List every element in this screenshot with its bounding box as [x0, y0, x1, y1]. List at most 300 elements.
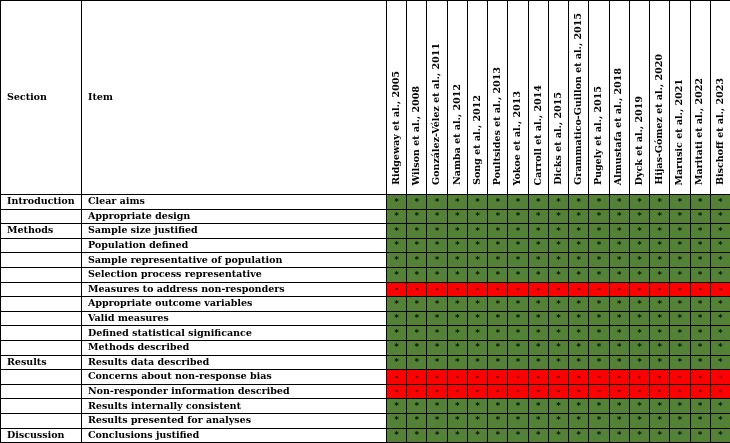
criterion-met-cell: *: [710, 224, 730, 239]
study-name: Pugely et al., 2015: [594, 86, 604, 185]
criterion-met-cell: *: [508, 340, 528, 355]
criterion-met-cell: *: [670, 311, 690, 326]
criterion-not-met-cell: -: [427, 282, 447, 297]
criterion-met-cell: *: [467, 253, 487, 268]
criterion-not-met-cell: -: [690, 282, 710, 297]
criterion-met-cell: *: [670, 428, 690, 443]
criterion-met-cell: *: [387, 297, 407, 312]
criterion-not-met-cell: -: [467, 384, 487, 399]
criterion-met-cell: *: [427, 253, 447, 268]
section-label: Results: [1, 355, 82, 370]
criterion-met-cell: *: [407, 326, 427, 341]
criterion-met-cell: *: [710, 413, 730, 428]
criterion-met-cell: *: [447, 428, 467, 443]
criterion-met-cell: *: [427, 326, 447, 341]
criterion-met-cell: *: [589, 195, 609, 210]
table-row: [1, 413, 730, 428]
study-column-header: [569, 1, 589, 195]
criterion-not-met-cell: -: [670, 370, 690, 385]
criterion-met-cell: *: [508, 267, 528, 282]
criterion-met-cell: *: [488, 311, 508, 326]
criterion-not-met-cell: -: [488, 384, 508, 399]
criterion-met-cell: *: [488, 195, 508, 210]
criterion-not-met-cell: -: [710, 384, 730, 399]
criterion-met-cell: *: [609, 253, 629, 268]
criterion-met-cell: *: [447, 195, 467, 210]
criterion-met-cell: *: [609, 297, 629, 312]
criterion-met-cell: *: [528, 340, 548, 355]
criterion-not-met-cell: -: [569, 282, 589, 297]
criterion-met-cell: *: [488, 355, 508, 370]
criterion-not-met-cell: -: [710, 370, 730, 385]
criterion-met-cell: *: [609, 267, 629, 282]
criterion-met-cell: *: [690, 340, 710, 355]
criterion-met-cell: *: [387, 195, 407, 210]
table-row: [1, 253, 730, 268]
criterion-met-cell: *: [690, 311, 710, 326]
study-name: Namba et al., 2012: [453, 84, 463, 185]
criterion-met-cell: *: [427, 399, 447, 414]
criterion-met-cell: *: [528, 209, 548, 224]
item-label: Results data described: [82, 355, 387, 370]
criterion-not-met-cell: -: [447, 384, 467, 399]
criterion-met-cell: *: [589, 297, 609, 312]
criterion-not-met-cell: -: [670, 282, 690, 297]
criterion-met-cell: *: [670, 399, 690, 414]
criterion-met-cell: *: [508, 399, 528, 414]
criterion-met-cell: *: [569, 326, 589, 341]
criterion-met-cell: *: [447, 399, 467, 414]
criterion-met-cell: *: [609, 238, 629, 253]
criterion-not-met-cell: -: [508, 384, 528, 399]
table-row: [1, 311, 730, 326]
criterion-met-cell: *: [650, 297, 670, 312]
criterion-met-cell: *: [528, 297, 548, 312]
criterion-not-met-cell: -: [387, 384, 407, 399]
criterion-met-cell: *: [609, 355, 629, 370]
criterion-met-cell: *: [447, 224, 467, 239]
criterion-not-met-cell: -: [407, 384, 427, 399]
item-column-header: Item: [82, 1, 387, 195]
criterion-met-cell: *: [447, 311, 467, 326]
table-row: [1, 209, 730, 224]
criterion-met-cell: *: [488, 224, 508, 239]
criterion-met-cell: *: [508, 311, 528, 326]
criterion-met-cell: *: [690, 413, 710, 428]
criterion-met-cell: *: [609, 413, 629, 428]
study-name: Song et al., 2012: [473, 95, 483, 185]
criterion-not-met-cell: -: [690, 370, 710, 385]
criterion-met-cell: *: [609, 195, 629, 210]
criterion-met-cell: *: [467, 428, 487, 443]
criterion-met-cell: *: [528, 224, 548, 239]
criterion-met-cell: *: [690, 253, 710, 268]
study-column-header: [629, 1, 649, 195]
criterion-met-cell: *: [609, 209, 629, 224]
criterion-met-cell: *: [629, 209, 649, 224]
study-name: Bischoff et al., 2023: [716, 78, 726, 185]
criterion-met-cell: *: [569, 413, 589, 428]
criterion-met-cell: *: [467, 297, 487, 312]
study-name: González-Vélez et al., 2011: [432, 43, 442, 185]
table-row: [1, 238, 730, 253]
table-row: [1, 267, 730, 282]
criterion-met-cell: *: [387, 238, 407, 253]
criterion-met-cell: *: [548, 326, 568, 341]
criterion-met-cell: *: [609, 428, 629, 443]
criterion-met-cell: *: [629, 326, 649, 341]
criterion-met-cell: *: [548, 399, 568, 414]
criterion-met-cell: *: [650, 224, 670, 239]
criterion-met-cell: *: [467, 311, 487, 326]
criterion-met-cell: *: [569, 253, 589, 268]
criterion-met-cell: *: [508, 195, 528, 210]
criterion-met-cell: *: [467, 413, 487, 428]
table-row: [1, 355, 730, 370]
section-label: [1, 253, 82, 268]
item-label: Non-responder information described: [82, 384, 387, 399]
criterion-met-cell: *: [508, 253, 528, 268]
criterion-met-cell: *: [387, 326, 407, 341]
criterion-met-cell: *: [407, 399, 427, 414]
criterion-met-cell: *: [650, 253, 670, 268]
criterion-met-cell: *: [710, 209, 730, 224]
criterion-met-cell: *: [629, 253, 649, 268]
criterion-met-cell: *: [488, 238, 508, 253]
section-label: [1, 282, 82, 297]
criterion-not-met-cell: -: [467, 370, 487, 385]
criterion-met-cell: *: [528, 267, 548, 282]
criterion-met-cell: *: [427, 238, 447, 253]
study-name: Poultsides et al., 2013: [493, 67, 503, 185]
criterion-met-cell: *: [670, 355, 690, 370]
criterion-met-cell: *: [650, 195, 670, 210]
criterion-met-cell: *: [629, 311, 649, 326]
criterion-not-met-cell: -: [488, 370, 508, 385]
criterion-met-cell: *: [407, 413, 427, 428]
criterion-not-met-cell: -: [447, 370, 467, 385]
criterion-met-cell: *: [548, 311, 568, 326]
criterion-met-cell: *: [690, 195, 710, 210]
criterion-met-cell: *: [629, 224, 649, 239]
criterion-met-cell: *: [387, 224, 407, 239]
criterion-not-met-cell: -: [427, 384, 447, 399]
criterion-met-cell: *: [548, 195, 568, 210]
criterion-met-cell: *: [690, 224, 710, 239]
section-label: [1, 384, 82, 399]
criterion-met-cell: *: [690, 297, 710, 312]
study-column-header: [650, 1, 670, 195]
criterion-met-cell: *: [387, 253, 407, 268]
criterion-met-cell: *: [569, 209, 589, 224]
criterion-met-cell: *: [609, 311, 629, 326]
criterion-met-cell: *: [609, 399, 629, 414]
criterion-met-cell: *: [407, 224, 427, 239]
study-name: Carroll et al., 2014: [534, 85, 544, 185]
criterion-met-cell: *: [548, 267, 568, 282]
section-label: [1, 297, 82, 312]
criterion-met-cell: *: [407, 195, 427, 210]
criterion-not-met-cell: -: [387, 370, 407, 385]
criterion-not-met-cell: -: [508, 370, 528, 385]
criterion-met-cell: *: [670, 238, 690, 253]
criterion-met-cell: *: [407, 238, 427, 253]
criterion-met-cell: *: [488, 267, 508, 282]
criterion-met-cell: *: [710, 311, 730, 326]
criterion-met-cell: *: [548, 340, 568, 355]
criterion-met-cell: *: [589, 326, 609, 341]
criterion-met-cell: *: [528, 355, 548, 370]
study-name: Maritati et al., 2022: [695, 78, 705, 185]
criterion-met-cell: *: [407, 428, 427, 443]
study-column-header: [589, 1, 609, 195]
study-name: Ridgeway et al., 2005: [392, 71, 402, 185]
criterion-met-cell: *: [467, 326, 487, 341]
criterion-not-met-cell: -: [427, 370, 447, 385]
criterion-met-cell: *: [508, 428, 528, 443]
criterion-met-cell: *: [690, 326, 710, 341]
criterion-met-cell: *: [387, 355, 407, 370]
criterion-not-met-cell: -: [710, 282, 730, 297]
criterion-met-cell: *: [387, 413, 407, 428]
criterion-not-met-cell: -: [548, 282, 568, 297]
criterion-met-cell: *: [508, 238, 528, 253]
criterion-not-met-cell: -: [629, 370, 649, 385]
criterion-met-cell: *: [690, 267, 710, 282]
criterion-not-met-cell: -: [528, 370, 548, 385]
criterion-met-cell: *: [589, 340, 609, 355]
criterion-met-cell: *: [629, 428, 649, 443]
criterion-met-cell: *: [407, 355, 427, 370]
criterion-not-met-cell: -: [528, 384, 548, 399]
criterion-met-cell: *: [690, 428, 710, 443]
criterion-met-cell: *: [629, 238, 649, 253]
criterion-met-cell: *: [447, 267, 467, 282]
criterion-met-cell: *: [467, 238, 487, 253]
study-column-header: [548, 1, 568, 195]
criterion-met-cell: *: [528, 311, 548, 326]
criterion-met-cell: *: [589, 311, 609, 326]
criterion-met-cell: *: [670, 267, 690, 282]
criterion-met-cell: *: [710, 326, 730, 341]
criterion-met-cell: *: [467, 355, 487, 370]
criterion-met-cell: *: [427, 413, 447, 428]
criterion-met-cell: *: [528, 195, 548, 210]
criterion-met-cell: *: [508, 355, 528, 370]
criterion-met-cell: *: [447, 355, 467, 370]
criterion-met-cell: *: [387, 428, 407, 443]
section-label: [1, 267, 82, 282]
criterion-met-cell: *: [427, 340, 447, 355]
criterion-met-cell: *: [589, 399, 609, 414]
criterion-met-cell: *: [427, 224, 447, 239]
section-label: [1, 399, 82, 414]
criterion-met-cell: *: [569, 355, 589, 370]
criterion-met-cell: *: [488, 340, 508, 355]
criterion-met-cell: *: [528, 413, 548, 428]
criterion-met-cell: *: [548, 209, 568, 224]
criterion-met-cell: *: [427, 209, 447, 224]
criterion-not-met-cell: -: [690, 384, 710, 399]
item-label: Defined statistical significance: [82, 326, 387, 341]
criterion-met-cell: *: [528, 238, 548, 253]
section-label: [1, 340, 82, 355]
section-label: [1, 370, 82, 385]
study-column-header: [690, 1, 710, 195]
criterion-met-cell: *: [427, 428, 447, 443]
criterion-met-cell: *: [670, 413, 690, 428]
criterion-met-cell: *: [528, 326, 548, 341]
section-label: [1, 413, 82, 428]
table-row: [1, 195, 730, 210]
section-label: Methods: [1, 224, 82, 239]
table-row: [1, 297, 730, 312]
criterion-met-cell: *: [710, 238, 730, 253]
criterion-met-cell: *: [589, 267, 609, 282]
criterion-met-cell: *: [447, 253, 467, 268]
criterion-met-cell: *: [467, 224, 487, 239]
criterion-met-cell: *: [407, 253, 427, 268]
criterion-not-met-cell: -: [569, 370, 589, 385]
criterion-not-met-cell: -: [548, 370, 568, 385]
criterion-met-cell: *: [508, 413, 528, 428]
criterion-not-met-cell: -: [407, 282, 427, 297]
criterion-met-cell: *: [387, 399, 407, 414]
criterion-met-cell: *: [508, 297, 528, 312]
study-name: Wilson et al., 2008: [412, 86, 422, 186]
criterion-met-cell: *: [427, 297, 447, 312]
table-row: [1, 399, 730, 414]
criterion-met-cell: *: [609, 340, 629, 355]
criterion-met-cell: *: [569, 428, 589, 443]
item-label: Appropriate outcome variables: [82, 297, 387, 312]
criterion-met-cell: *: [690, 238, 710, 253]
criterion-not-met-cell: -: [609, 384, 629, 399]
item-label: Measures to address non-responders: [82, 282, 387, 297]
criterion-met-cell: *: [548, 413, 568, 428]
criterion-met-cell: *: [650, 355, 670, 370]
criterion-not-met-cell: -: [467, 282, 487, 297]
criterion-met-cell: *: [548, 224, 568, 239]
study-column-header: [528, 1, 548, 195]
criterion-not-met-cell: -: [650, 384, 670, 399]
item-label: Sample representative of population: [82, 253, 387, 268]
criterion-met-cell: *: [629, 297, 649, 312]
study-name: Grammatico-Guillon et al., 2015: [574, 13, 584, 185]
criterion-not-met-cell: -: [589, 370, 609, 385]
table-row: [1, 428, 730, 443]
criterion-met-cell: *: [589, 253, 609, 268]
section-label: [1, 326, 82, 341]
criterion-met-cell: *: [710, 297, 730, 312]
section-label: [1, 311, 82, 326]
study-column-header: [467, 1, 487, 195]
study-column-header: [508, 1, 528, 195]
criterion-met-cell: *: [488, 428, 508, 443]
criterion-met-cell: *: [387, 267, 407, 282]
study-column-header: [609, 1, 629, 195]
criterion-met-cell: *: [589, 238, 609, 253]
criterion-met-cell: *: [508, 326, 528, 341]
study-name: Hijas-Gómez et al., 2020: [655, 54, 665, 185]
study-column-header: [427, 1, 447, 195]
criterion-met-cell: *: [387, 209, 407, 224]
table-row: [1, 224, 730, 239]
table-body: [1, 195, 730, 443]
criterion-not-met-cell: -: [447, 282, 467, 297]
criterion-not-met-cell: -: [488, 282, 508, 297]
criterion-met-cell: *: [650, 413, 670, 428]
criterion-met-cell: *: [670, 297, 690, 312]
criterion-met-cell: *: [447, 297, 467, 312]
criterion-met-cell: *: [387, 340, 407, 355]
study-column-header: [447, 1, 467, 195]
criterion-met-cell: *: [569, 311, 589, 326]
item-label: Population defined: [82, 238, 387, 253]
criterion-met-cell: *: [710, 399, 730, 414]
criterion-met-cell: *: [407, 340, 427, 355]
criterion-met-cell: *: [589, 355, 609, 370]
item-label: Valid measures: [82, 311, 387, 326]
criterion-not-met-cell: -: [629, 282, 649, 297]
criterion-met-cell: *: [690, 355, 710, 370]
criterion-not-met-cell: -: [650, 282, 670, 297]
criterion-met-cell: *: [447, 326, 467, 341]
criterion-met-cell: *: [650, 267, 670, 282]
criterion-met-cell: *: [407, 297, 427, 312]
table-row: [1, 384, 730, 399]
item-label: Results internally consistent: [82, 399, 387, 414]
section-label: Introduction: [1, 195, 82, 210]
criterion-met-cell: *: [447, 340, 467, 355]
criterion-not-met-cell: -: [670, 384, 690, 399]
criterion-met-cell: *: [528, 428, 548, 443]
table-row: [1, 282, 730, 297]
criterion-met-cell: *: [650, 340, 670, 355]
criterion-met-cell: *: [710, 340, 730, 355]
criterion-met-cell: *: [589, 209, 609, 224]
study-name: Yokoe et al., 2013: [513, 91, 523, 185]
criterion-met-cell: *: [548, 297, 568, 312]
criterion-not-met-cell: -: [528, 282, 548, 297]
criterion-met-cell: *: [629, 267, 649, 282]
criterion-not-met-cell: -: [548, 384, 568, 399]
criterion-met-cell: *: [629, 399, 649, 414]
criterion-met-cell: *: [670, 326, 690, 341]
criterion-met-cell: *: [548, 253, 568, 268]
criterion-met-cell: *: [488, 399, 508, 414]
section-label: [1, 209, 82, 224]
criterion-not-met-cell: -: [589, 282, 609, 297]
study-column-header: [670, 1, 690, 195]
criterion-not-met-cell: -: [650, 370, 670, 385]
section-column-header: Section: [1, 1, 82, 195]
criterion-met-cell: *: [710, 267, 730, 282]
criterion-met-cell: *: [488, 253, 508, 268]
criterion-met-cell: *: [710, 253, 730, 268]
criterion-met-cell: *: [467, 267, 487, 282]
criterion-met-cell: *: [427, 267, 447, 282]
section-label: Discussion: [1, 428, 82, 443]
table-row: [1, 340, 730, 355]
criterion-met-cell: *: [710, 355, 730, 370]
section-label: [1, 238, 82, 253]
item-label: Selection process representative: [82, 267, 387, 282]
criterion-met-cell: *: [427, 195, 447, 210]
criterion-met-cell: *: [690, 399, 710, 414]
criterion-met-cell: *: [488, 326, 508, 341]
criterion-not-met-cell: -: [407, 370, 427, 385]
